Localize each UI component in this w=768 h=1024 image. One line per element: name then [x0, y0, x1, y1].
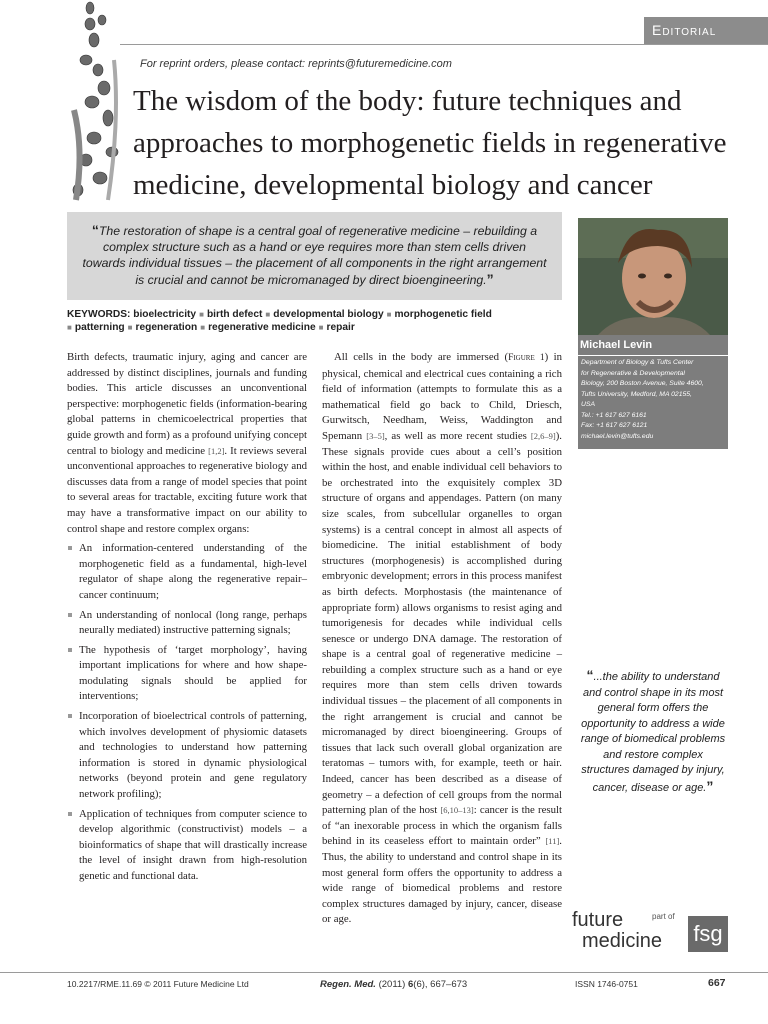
author-photo [578, 218, 728, 335]
affiliation-line: for Regenerative & Developmental [581, 369, 685, 377]
bullet-list [67, 541, 307, 884]
body-text: , as well as more recent studies [384, 429, 531, 442]
body-column-left [67, 350, 307, 889]
affiliation-line: Biology, 200 Boston Avenue, Suite 4600, [581, 380, 704, 387]
pull-quote [578, 668, 728, 796]
citation-pages: (6), 667–673 [413, 979, 468, 990]
body-text: . Thus, the ability to understand and control shape in its most general form offers the opportunity to address a wide range of biomedical problems and restore complex structures damaged by injury, cancer, disease or age. [322, 835, 562, 926]
logo-part-of: part of [652, 912, 675, 921]
list-item: An understanding of nonlocal (long range, perhaps neurally mediated) instructive patterning signals; [67, 608, 307, 639]
keywords [67, 308, 562, 334]
footer-issn: ISSN 1746-0751 [575, 979, 638, 989]
author-affiliation [578, 356, 728, 449]
affiliation-line: Tufts University, Medford, MA 02155, [581, 390, 692, 398]
highlight-quote-text: The restoration of shape is a central goal of regenerative medicine – rebuilding a complex structure such as a hand or eye requires more than stem cells driven towards individual tissues – the placement of all components in the right arrangement is crucial and cannot be micromanaged by direct bioengineering. [82, 224, 547, 287]
keyword: regenerative medicine [208, 322, 316, 333]
citation-volume: 6 [408, 979, 414, 990]
reprint-notice: For reprint orders, please contact: reprints@futuremedicine.com [140, 58, 452, 70]
pull-quote-text: ...the ability to understand and control shape in its most general form offers the opportunity to address a wide range of biomedical problems and restore complex structures damaged by injury, cancer, disease or age. [580, 671, 726, 794]
body-text: ) in physical, chemical and electrical cues containing a rich field of information (attempts to formulate this as a mathematical field go back to Child, Driesch, Gurwitsch, Needham, Weiss, Waddington and Spemann [322, 351, 562, 442]
logo-future: future [572, 909, 624, 931]
publisher-logo [570, 908, 730, 958]
list-item: An information-centered understanding of the morphogenetic field as a fundamental, high-level regulator of shape along the regenerative repair–cancer continuum; [67, 541, 307, 603]
keyword: developmental biology [273, 309, 384, 320]
author-fax: Fax: +1 617 627 6121 [581, 422, 648, 429]
keyword-separator-icon: ■ [200, 323, 206, 332]
quote-close-mark: ” [486, 271, 494, 287]
intro-text: Birth defects, traumatic injury, aging and cancer are addressed by distinct disciplines, journals and funding bodies. This article discusses an unconventional perspective: morphogenetic fields (information-bearing global patterns in chemicoelectrical properties that guide growth and form) as a profound unifying concept central to biology and medicine [67, 351, 307, 457]
body-text: : cancer is the result of “an inexorable process in which the organism falls behind in its ceaseless effort to maintain order” [322, 804, 562, 848]
citation-ref[interactable]: [2,6–9] [530, 430, 556, 441]
decorative-cell-illustration [64, 0, 126, 205]
article-title: The wisdom of the body: future techniques and approaches to morphogenetic fields in regenerative medicine, developmental biology and cancer [133, 85, 727, 201]
highlight-quote-box [67, 212, 562, 300]
logo-fsg: fsg [688, 916, 728, 952]
keyword-separator-icon: ■ [386, 310, 392, 319]
body-text: ). These signals provide cues about a cell’s position within the host, and enable individual cell behaviors to be orchestrated into the exquisitely complex 3D structure of organs and appendages. Pattern (on many size scales, from subcellular organelles to organ systems) is a central concept in almost all aspects of biomedicine. The initial establishment of body structures (morphogenesis) is accomplished during embryonic development; errors in this process manifest as birth defects. Morphostasis (the maintenance of appropriate form) allows organisms to resist aging and tumorigenesis for decades while individual cells senesce or undergo DNA damage. The restoration of shape is a central goal of regenerative medicine – rebuilding a complex structure such as a hand or eye requires more than stem cells driven towards individual tissues – the placement of all components in the right arrangement is crucial and cannot be micromanaged by direct bioengineering. Groups of tissues that lack such overall global organization are teratomas – tumors with, for example, teeth or hair. Indeed, cancer has been described as a disease of geometry – a defection of cell groups from the normal patterning plan of the host [322, 429, 562, 817]
citation-ref[interactable]: [6,10–13] [440, 805, 474, 816]
citation-ref[interactable]: [1,2] [208, 445, 225, 456]
affiliation-line: Department of Biology & Tufts Center [581, 359, 694, 366]
author-tel: Tel.: +1 617 627 6161 [581, 411, 647, 419]
section-tag: Editorial [644, 17, 768, 44]
list-item: Incorporation of bioelectrical controls of patterning, which involves development of physiomic datasets and technologies to understand how patterning information is stored in dynamic physiological networks (beyond protein and gene regulatory network profiling); [67, 709, 307, 803]
footer-doi: 10.2217/RME.11.69 © 2011 Future Medicine Ltd [67, 979, 249, 989]
keyword: regeneration [135, 322, 198, 333]
keyword-separator-icon: ■ [265, 310, 271, 319]
keyword-separator-icon: ■ [199, 310, 204, 319]
body-column-right [322, 350, 562, 928]
keyword: repair [326, 322, 355, 333]
journal-name: Regen. Med. [320, 979, 376, 990]
affiliation-line: USA [581, 401, 595, 408]
keyword: morphogenetic field [394, 309, 492, 320]
figure-ref[interactable]: Figure 1 [508, 353, 545, 363]
keyword: patterning [74, 322, 125, 333]
intro-paragraph [67, 350, 307, 537]
author-name: Michael Levin [578, 335, 728, 355]
logo-medicine: medicine [582, 930, 663, 952]
header-rule [120, 44, 768, 45]
citation-year: (2011) [375, 979, 408, 990]
list-item: Application of techniques from computer science to develop algorithmic (constructivist) models – a bioinformatics of shape that will drastically increase the level of insight drawn from high-resolution genetic and functional data. [67, 807, 307, 885]
keyword-separator-icon: ■ [67, 323, 72, 332]
intro-text: . It reviews several unconventional approaches to regenerative biology and discusses data from a range of model species that point to several areas for tractable, exciting future work that may have a transformative impact on our ability to control shape and restore complex organs: [67, 444, 307, 535]
keyword: bioelectricity [133, 309, 197, 320]
body-text: All cells in the body are immersed ( [334, 351, 509, 363]
page-number: 667 [708, 977, 726, 989]
citation-ref[interactable]: [11] [545, 836, 560, 847]
keyword: birth defect [206, 309, 263, 320]
pull-quote-close-mark: ” [706, 777, 714, 794]
keywords-label: KEYWORDS: [67, 309, 131, 320]
keyword-separator-icon: ■ [127, 323, 133, 332]
citation-ref[interactable]: [3–5] [366, 430, 385, 441]
author-email[interactable]: michael.levin@tufts.edu [581, 432, 654, 440]
footer-citation [320, 979, 467, 990]
keyword-separator-icon: ■ [318, 323, 324, 332]
footer-rule [0, 972, 768, 973]
pull-quote-open-mark: “ [586, 667, 594, 683]
quote-open-mark: “ [91, 222, 99, 238]
body-paragraph [322, 350, 562, 928]
list-item: The hypothesis of ‘target morphology’, having important implications for where and how shape-modulating signals should be applied for interventions; [67, 643, 307, 705]
